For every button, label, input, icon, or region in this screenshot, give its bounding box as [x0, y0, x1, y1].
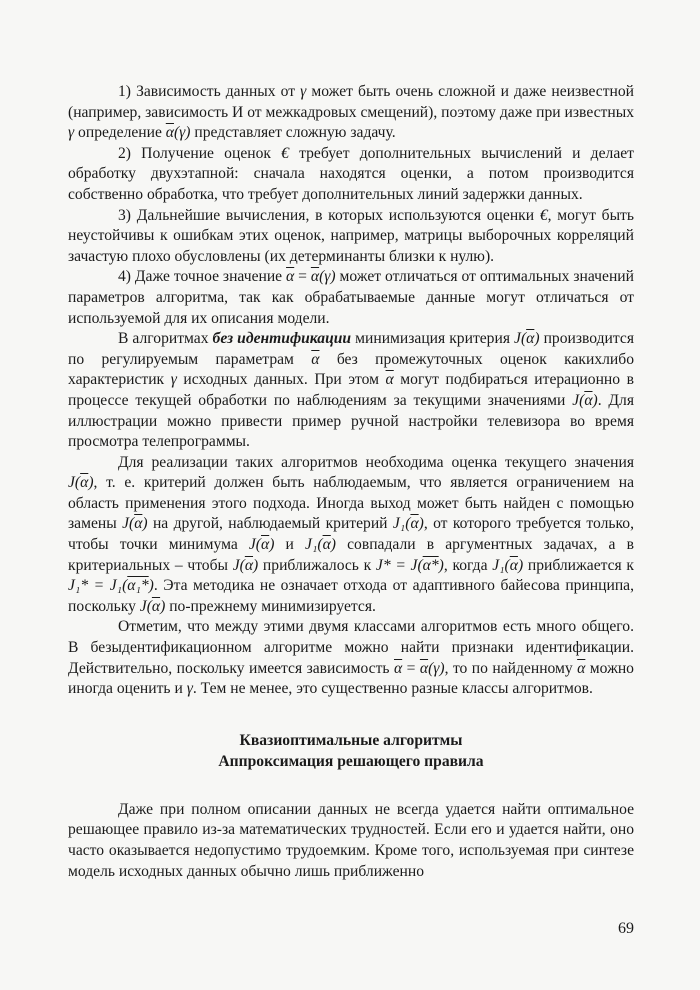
text-fragment: . Эта методика не означает отхода от адаптивного байесова принципа, поскольку	[68, 577, 635, 615]
text-fragment: совпадали в аргументных задачах, а в критериальных – чтобы	[68, 536, 634, 574]
text-fragment: приближается к	[523, 556, 635, 574]
text-fragment: В алгоритмах	[118, 330, 213, 348]
formula-fragment: $\overline{\alpha}$	[410, 515, 419, 533]
formula-fragment: J* = J(	[375, 556, 423, 574]
text-fragment: 1) Зависимость данных от	[118, 83, 301, 100]
formula-fragment: )	[269, 536, 275, 554]
formula-fragment: $\overline{\alpha}$	[311, 350, 320, 368]
formula-fragment: $\overline{\alpha}$	[385, 371, 394, 389]
formula-fragment: )	[438, 556, 444, 574]
formula-fragment: J₁(	[492, 556, 510, 574]
text-fragment: и	[274, 536, 306, 554]
formula-fragment: (γ)	[173, 124, 191, 142]
text-fragment: 2) Получение оценок	[118, 144, 282, 162]
paragraph-p2	[68, 144, 634, 206]
paragraph-p3	[68, 206, 634, 268]
formula-fragment: $\overline{\alpha}$	[244, 556, 254, 574]
formula-fragment: $\overline{\alpha}$	[80, 474, 89, 492]
formula-fragment: $\overline{\alpha}$	[393, 659, 403, 677]
text-fragment: =	[402, 659, 420, 677]
text-fragment: определение	[74, 124, 166, 142]
formula-fragment: )	[88, 474, 94, 492]
formula-fragment: γ	[186, 680, 193, 698]
formula-fragment: J₁(	[392, 515, 411, 533]
text-fragment: . Тем не менее, это существенно разные классы алгоритмов.	[192, 680, 593, 698]
text-fragment: требует дополнительных вычислений и делает обработку двухэтапной: сначала находятся оценки, а потом производится собственно обработка, что требует дополнительных линий задержки данных.	[68, 144, 634, 203]
text-fragment: без промежуточных оценок какихлибо характеристик	[68, 350, 634, 389]
text-fragment: , то по найденному	[444, 659, 578, 677]
formula-fragment: J(	[68, 474, 81, 492]
formula-fragment: J(	[248, 536, 262, 554]
text-fragment: , когда	[443, 556, 493, 574]
text-fragment: . Для иллюстрации можно привести пример ручной настройки телевизора во время просмотра телепрограммы.	[68, 391, 634, 451]
heading-line-2: Аппроксимация решающего правила	[218, 752, 484, 770]
text-fragment: производится по регулируемым параметрам	[68, 330, 635, 368]
formula-fragment: J(	[122, 515, 135, 533]
formula-fragment: (γ)	[428, 659, 445, 677]
formula-fragment: (γ)	[319, 268, 336, 286]
formula-fragment: $\overline{\alpha}$	[286, 268, 295, 286]
text-fragment: исходных данных. При этом	[176, 371, 386, 389]
text-fragment: Отметим, что между этими двумя классами алгоритмов есть много общего. В безыдентификационном алгоритме можно найти признаки идентификации. Действительно, поскольку имеется зависимость	[68, 618, 634, 677]
formula-fragment: )	[418, 515, 424, 533]
formula-fragment: $\overline{\alpha}$	[151, 597, 161, 615]
formula-fragment: €	[539, 206, 548, 224]
text-fragment: Для реализации таких алгоритмов необходима оценка текущего значения	[118, 453, 634, 471]
formula-fragment: без идентификации	[212, 330, 352, 348]
formula-fragment: γ	[300, 83, 307, 100]
formula-fragment: J(	[232, 556, 245, 574]
text-fragment: приближалось к	[258, 556, 376, 574]
final-paragraph: Даже при полном описании данных не всегда удается найти оптимальное решающее правило из-за математических трудностей. Если его и удается найти, оно часто оказывается недопустимо трудоемким. Кроме того, используемая при синтезе модель исходных данных обычно лишь приближенно	[68, 800, 634, 880]
formula-fragment: )	[148, 577, 154, 595]
formula-fragment: $\overline{\alpha}$	[310, 268, 320, 286]
formula-fragment: )	[142, 515, 148, 533]
formula-fragment: α₁*	[127, 577, 149, 595]
text-fragment: , могут быть неустойчивы к ошибкам этих оценок, например, матрицы выборочных корреляций зачастую плохо обусловлены (их детерминанты близки к нулю).	[68, 206, 634, 265]
text-fragment: на другой, наблюдаемый критерий	[147, 515, 393, 533]
text-fragment: может отличаться от оптимальных значений параметров алгоритма, так как обрабатываемые данные могут отличаться от используемой для их описания модели.	[68, 268, 634, 327]
formula-fragment: J(	[139, 597, 152, 615]
page-number: 69	[618, 920, 634, 937]
formula-fragment: )	[517, 556, 524, 574]
formula-fragment: $\overline{\alpha}$	[509, 556, 518, 574]
formula-fragment: )	[253, 556, 259, 574]
formula-fragment: )	[534, 330, 540, 348]
formula-fragment: J(	[514, 330, 527, 348]
formula-fragment: γ	[68, 124, 75, 142]
paragraph-p5	[68, 329, 634, 453]
formula-fragment: )	[160, 597, 166, 615]
text-fragment: могут подбираться итерационно в процессе текущей обработки по наблюдениям за текущими значениями	[68, 371, 634, 409]
formula-fragment: γ	[170, 371, 177, 389]
formula-fragment: $\overline{\alpha}$	[134, 515, 143, 533]
text-fragment: 3) Дальнейшие вычисления, в которых используются оценки	[118, 206, 540, 224]
body-text	[68, 82, 634, 700]
paragraph-p4	[68, 267, 634, 329]
text-fragment: =	[294, 268, 311, 286]
text-fragment: , т. е. критерий должен быть наблюдаемым, что является ограничением на область применения этого подхода. Иногда выход может быть найден с помощью замены	[68, 474, 634, 533]
formula-fragment: J(	[572, 391, 585, 409]
text-fragment: 4) Даже точное значение	[118, 268, 287, 286]
text-fragment: можно иногда оценить и	[68, 659, 634, 698]
formula-fragment: α*	[422, 556, 439, 574]
paragraph-p1	[68, 82, 634, 144]
section-heading	[68, 730, 634, 772]
formula-fragment: $\overline{\alpha}$	[165, 124, 174, 142]
formula-fragment: )	[330, 536, 336, 554]
heading-line-1: Квазиоптимальные алгоритмы	[239, 731, 463, 749]
paragraph-p7	[68, 617, 634, 699]
formula-fragment: $\overline{\alpha}$	[419, 659, 429, 677]
text-fragment: , от которого требуется только, чтобы точки минимума	[68, 515, 635, 554]
formula-fragment: $\overline{\alpha}$	[584, 391, 593, 409]
formula-fragment: $\overline{\alpha}$	[322, 536, 331, 554]
text-fragment: минимизация критерия	[351, 330, 515, 348]
formula-fragment: J₁* = J₁(	[68, 577, 128, 595]
formula-fragment: $\overline{\alpha}$	[526, 330, 535, 348]
text-fragment: представляет сложную задачу.	[190, 124, 396, 142]
formula-fragment: )	[592, 391, 598, 409]
text-fragment: может быть очень сложной и даже неизвестной (например, зависимость И от межкадровых смещений), поэтому даже при известных	[68, 83, 634, 121]
formula-fragment: J₁(	[305, 536, 323, 554]
paragraph-p6	[68, 453, 634, 618]
formula-fragment: $\overline{\alpha}$	[261, 536, 270, 554]
text-fragment: по-прежнему минимизируется.	[165, 597, 376, 615]
formula-fragment: €	[281, 144, 289, 162]
formula-fragment: $\overline{\alpha}$	[577, 659, 586, 677]
